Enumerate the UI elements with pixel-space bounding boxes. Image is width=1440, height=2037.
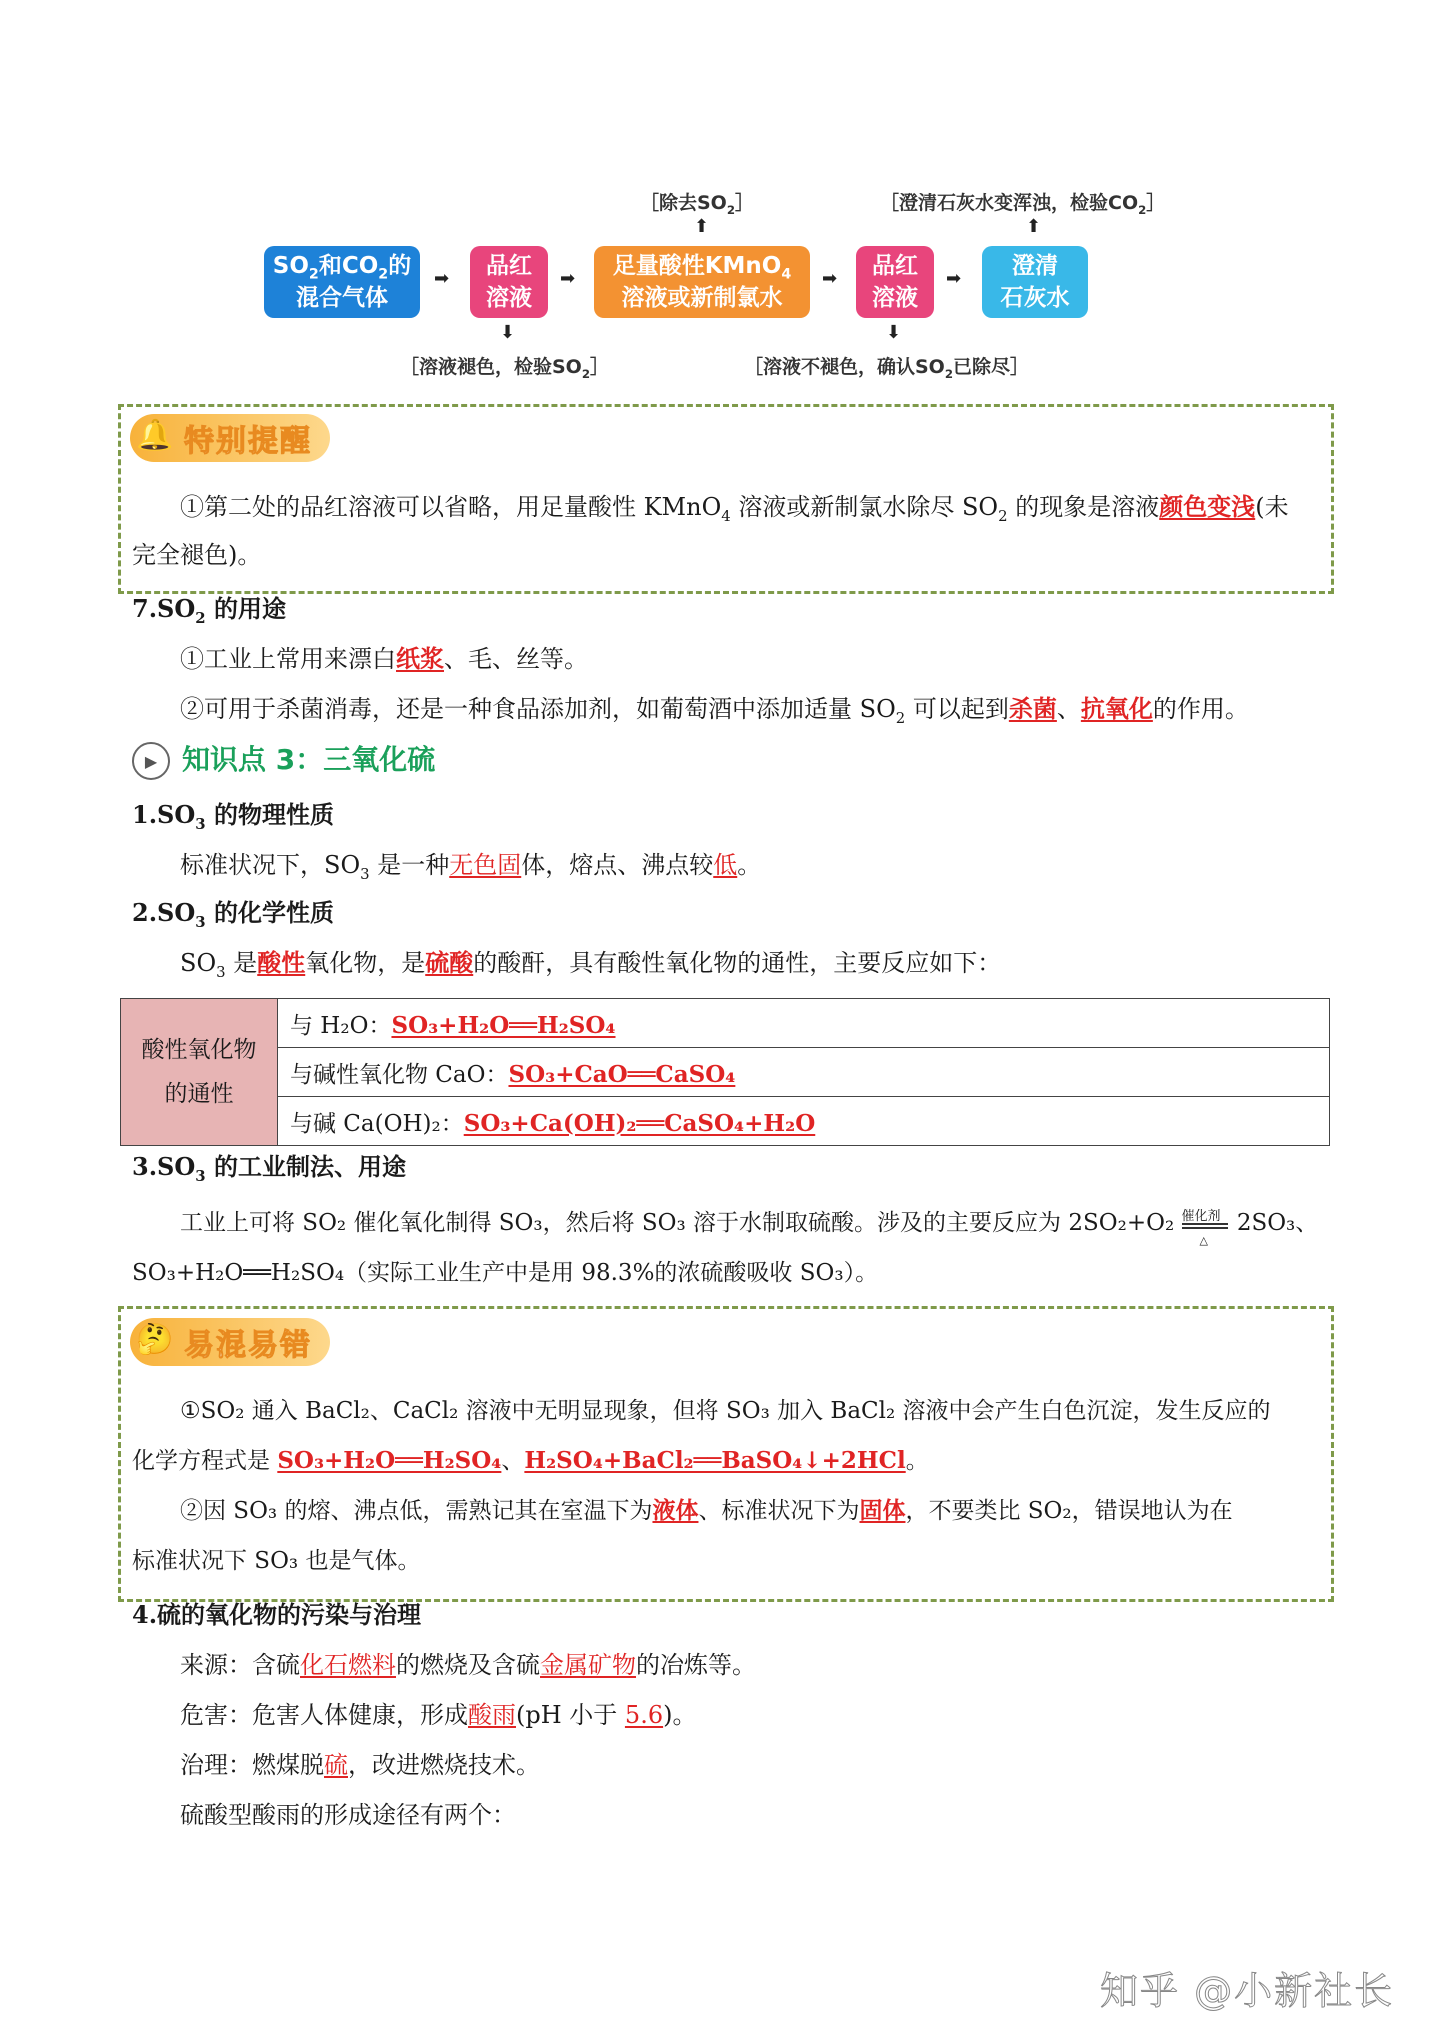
tip2-line3: ②因 SO₃ 的熔、沸点低，需熟记其在室温下为液体、标准状况下为固体，不要类比 SO₂，错误地认为在 [180,1497,1233,1524]
so2-use-1: ①工业上常用来漂白纸浆、毛、丝等。 [180,644,588,673]
tip1-line1: ①第二处的品红溶液可以省略，用足量酸性 KMnO$_4$ 溶液或新制氯水除尽 $SO_2$ 的现象是溶液颜色变浅(未 [180,492,1289,525]
tip2-line2: 化学方程式是 SO₃+H₂O══H₂SO₄、H₂SO₄+BaCl₂══BaSO₄↓+2HCl。 [132,1447,929,1474]
arrow-right-icon: ➡ [946,268,962,289]
acid-rain-pathways: 硫酸型酸雨的形成途径有两个： [180,1801,516,1829]
confused-person-icon: 🤔 [136,1322,176,1357]
play-circle-icon: ▶ [132,742,170,780]
catalyst-equal-sign: 催化剂 △ [1182,1208,1230,1238]
arrow-down-icon: ⬇ [886,322,902,343]
badge-special-reminder: 🔔 特别提醒 [130,414,330,462]
physical-properties-text: 标准状况下，$SO_3$ 是一种无色固体，熔点、沸点较低。 [180,851,762,883]
tip2-line1: ①SO₂ 通入 BaCl₂、CaCl₂ 溶液中无明显现象，但将 SO₃ 加入 BaCl₂ 溶液中会产生白色沉淀，发生反应的 [180,1398,1271,1424]
box-kmno4-solution: 足量酸性KMnO$_4$ 溶液或新制氯水 [594,246,810,318]
arrow-right-icon: ➡ [822,268,838,289]
bell-icon: 🔔 [136,418,176,453]
industrial-text-1: 工业上可将 SO₂ 催化氧化制得 SO₃，然后将 SO₃ 溶于水制取硫酸。涉及的主要反应为 2SO₂+O₂ 催化剂 △ 2SO₃、 [180,1209,1319,1247]
industrial-text-2: SO₃+H₂O══H₂SO₄（实际工业生产中是用 98.3%的浓硫酸吸收 SO₃）。 [132,1260,879,1286]
section-title-chemical: $2.SO_3$ 的化学性质 [132,898,335,931]
arrow-right-icon: ➡ [434,268,450,289]
arrow-up-icon: ⬆ [694,216,710,237]
box-limewater: 澄清 石灰水 [982,246,1088,318]
pollution-treatment: 治理：燃煤脱硫，改进燃烧技术。 [180,1751,540,1779]
acid-oxide-table [120,998,1330,1146]
label-confirm-so2-removed: ［溶液不褪色，确认$SO_2$已除尽］ [744,356,1030,381]
box-magenta-solution-2: 品红 溶液 [856,246,934,318]
knowledge-point-3-title: 知识点 3：三氧化硫 [182,743,436,776]
tip2-line4: 标准状况下 SO₃ 也是气体。 [132,1548,421,1574]
section-title-so2-uses: $7.SO_2$ 的用途 [132,594,287,627]
pollution-source: 来源：含硫化石燃料的燃烧及含硫金属矿物的冶炼等。 [180,1651,756,1679]
so2-use-2: ②可用于杀菌消毒，还是一种食品添加剂，如葡萄酒中添加适量 $SO_2$ 可以起到杀菌、抗氧化的作用。 [180,694,1249,727]
box-magenta-solution-1: 品红 溶液 [470,246,548,318]
pollution-harm: 危害：危害人体健康，形成酸雨(pH 小于 5.6)。 [180,1701,697,1729]
label-detect-co2: ［澄清石灰水变浑浊，检验$CO_2]$ [880,192,1166,217]
section-title-industrial: $3.SO_3$ 的工业制法、用途 [132,1152,407,1185]
tip1-line2: 完全褪色)。 [132,541,262,569]
table-row [121,1048,1330,1097]
table-cell: 与碱 Ca(OH)₂：SO₃+Ca(OH)₂══CaSO₄+H₂O [278,1097,1330,1146]
table-row [121,999,1330,1048]
table-row [121,1097,1330,1146]
label-detect-so2: ［溶液褪色，检验$SO_2]$ [400,356,610,381]
chemical-properties-text: $SO_3$ 是酸性氧化物，是硫酸的酸酐，具有酸性氧化物的通性，主要反应如下： [180,948,1002,981]
table-head: 酸性氧化物的通性 [121,999,278,1146]
watermark: 知乎 @小新社长 [1100,1969,1395,2013]
section-title-pollution: 4.硫的氧化物的污染与治理 [132,1600,422,1629]
label-remove-so2: ［除去$SO_2]$ [640,192,755,217]
arrow-right-icon: ➡ [560,268,576,289]
arrow-down-icon: ⬇ [500,322,516,343]
badge-easy-mistakes: 🤔 易混易错 [130,1318,330,1366]
table-cell: 与碱性氧化物 CaO：SO₃+CaO══CaSO₄ [278,1048,1330,1097]
arrow-up-icon: ⬆ [1026,216,1042,237]
box-mixed-gas: $SO_2$和$CO_2$的 混合气体 [264,246,420,318]
section-title-physical: $1.SO_3$ 的物理性质 [132,800,335,833]
table-cell: 与 H₂O：SO₃+H₂O══H₂SO₄ [278,999,1330,1048]
